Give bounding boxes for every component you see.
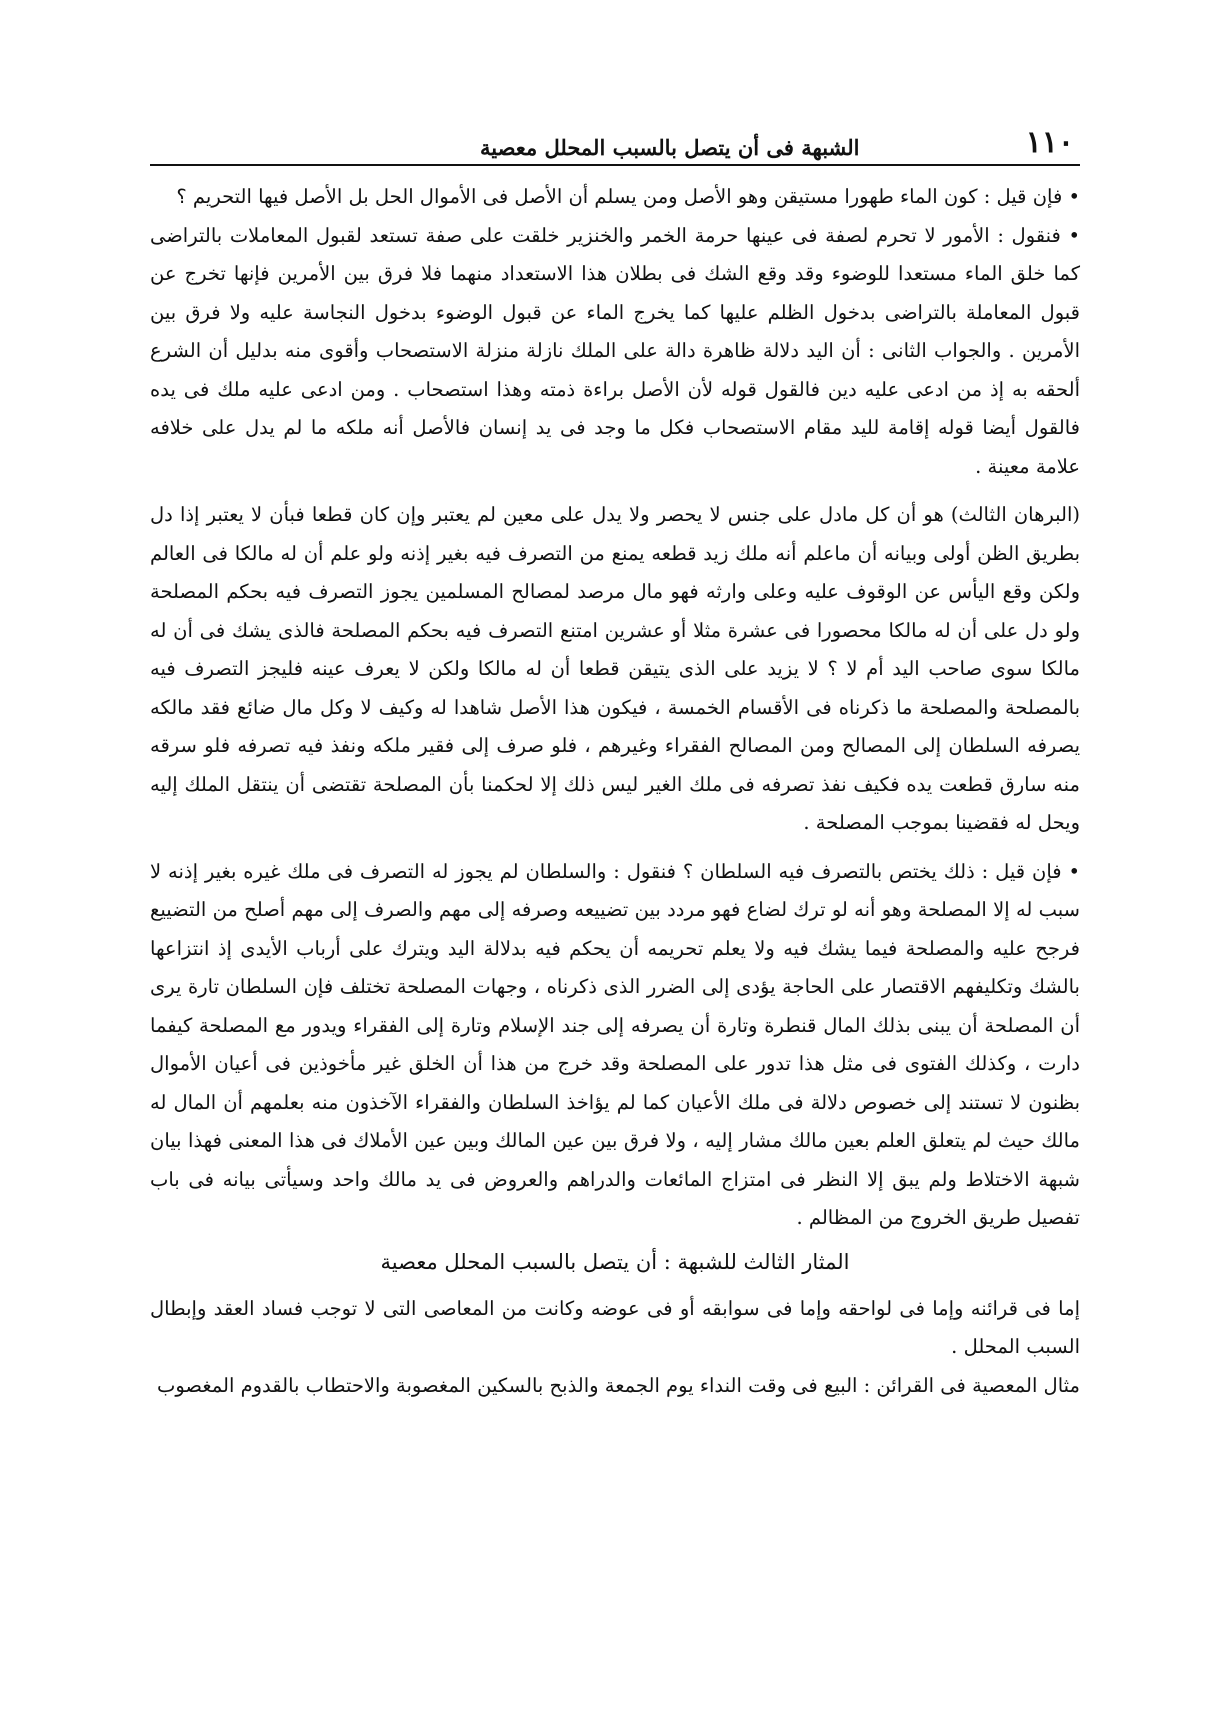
paragraph-third-proof: (البرهان الثالث) هو أن كل مادل على جنس لا يحصر ولا يدل على معين لم يعتبر وإن كان قطعا فبأن لا يعتبر إذا دل بطريق الظن أولى وبيانه أن ماعلم أنه ملك زيد قطعه يمنع من التصرف فيه بغير إذنه ولو علم أن له مالكا فى العالم ولكن وقع اليأس عن الوقوف عليه وعلى وارثه فهو مال مرصد لمصالح المسلمين يجوز التصرف فيه بحكم المصلحة ولو دل على أن له مالكا محصورا فى عشرة مثلا أو عشرين امتنع التصرف فيه بحكم المصلحة فالذى يشك فى أن له مالكا سوى صاحب اليد أم لا ؟ لا يزيد على الذى يتيقن قطعا أن له مالكا ولكن لا يعرف عينه فليجز التصرف فيه بالمصلحة والمصلحة ما ذكرناه فى الأقسام الخمسة ، فيكون هذا الأصل شاهدا له وكيف لا وكل مال ضائع فقد مالكه يصرفه السلطان إلى المصالح ومن المصالح الفقراء وغيرهم ، فلو صرف إلى فقير ملكه ونفذ فيه تصرفه فلو سرقه منه سارق قطعت يده فكيف نفذ تصرفه فى ملك الغير ليس ذلك إلا لحكمنا بأن المصلحة تقتضى أن ينتقل الملك إليه ويحل له فقضينا بموجب المصلحة . <box>150 503 1080 834</box>
paragraph-objection: • فإن قيل : كون الماء طهورا مستيقن وهو الأصل ومن يسلم أن الأصل فى الأموال الحل بل الأصل فيها التحريم ؟ <box>176 185 1080 208</box>
page-header <box>150 110 1080 166</box>
body-text <box>150 178 1080 1405</box>
paragraph-sultan-objection: • فإن قيل : ذلك يختص بالتصرف فيه السلطان ؟ فنقول : والسلطان لم يجوز له التصرف فى ملك غيره بغير إذنه لا سبب له إلا المصلحة وهو أنه لو ترك لضاع فهو مردد بين تضييعه وصرفه إلى مهم والصرف إلى مهم أصلح من التضييع فرجح عليه والمصلحة فيما يشك فيه ولا يعلم تحريمه أن يحكم فيه بدلالة اليد ويترك على أرباب الأيدى إذ انتزاعها بالشك وتكليفهم الاقتصار على الحاجة يؤدى إلى الضرر الذى ذكرناه ، وجهات المصلحة تختلف فإن السلطان تارة يرى أن المصلحة أن يبنى بذلك المال قنطرة وتارة أن يصرفه إلى جند الإسلام وتارة إلى الفقراء ويدور مع المصلحة كيفما دارت ، وكذلك الفتوى فى مثل هذا تدور على المصلحة وقد خرج من هذا أن الخلق غير مأخوذين فى أعيان الأموال بظنون لا تستند إلى خصوص دلالة فى ملك الأعيان كما لم يؤاخذ السلطان والفقراء الآخذون منه بعلمهم أن المال له مالك حيث لم يتعلق العلم بعين مالك مشار إليه ، ولا فرق بين عين المالك وبين عين الأملاك فى هذا المعنى فهذا بيان شبهة الاختلاط ولم يبق إلا النظر فى امتزاج المائعات والدراهم والعروض فى يد مالك واحد وسيأتى بيانه فى باب تفصيل طريق الخروج من المظالم . <box>150 859 1080 1229</box>
paragraph-section-intro: إما فى قرائنه وإما فى لواحقه وإما فى سوابقه أو فى عوضه وكانت من المعاصى التى لا توجب فساد العقد وإبطال السبب المحلل . <box>150 1296 1080 1358</box>
page-number: ١١٠ <box>1025 125 1074 160</box>
paragraph-reply: • فنقول : الأمور لا تحرم لصفة فى عينها حرمة الخمر والخنزير خلقت على صفة تستعد لقبول المعاملات بالتراضى كما خلق الماء مستعدا للوضوء وقد وقع الشك فى بطلان هذا الاستعداد منهما فلا فرق بين الأمرين فإنها تخرج عن قبول المعاملة بالتراضى بدخول الظلم عليها كما يخرج الماء عن قبول الوضوء بدخول النجاسة عليه ولا فرق بين الأمرين . والجواب الثانى : أن اليد دلالة ظاهرة دالة على الملك نازلة منزلة الاستصحاب وأقوى منه بدليل أن الشرع ألحقه به إذ من ادعى عليه دين فالقول قوله لأن الأصل براءة ذمته وهذا استصحاب . ومن ادعى عليه ملك فى يده فالقول أيضا قوله إقامة لليد مقام الاستصحاب فكل ما وجد فى يد إنسان فالأصل أنه ملكه ما لم يدل على خلافه علامة معينة . <box>150 223 1080 478</box>
book-page <box>150 110 1080 1405</box>
running-title: الشبهة فى أن يتصل بالسبب المحلل معصية <box>480 135 860 160</box>
paragraph-section-example: مثال المعصية فى القرائن : البيع فى وقت النداء يوم الجمعة والذبح بالسكين المغصوبة والاحتطاب بالقدوم المغصوب <box>156 1373 1080 1397</box>
section-heading: المثار الثالث للشبهة : أن يتصل بالسبب المحلل معصية <box>380 1249 850 1274</box>
